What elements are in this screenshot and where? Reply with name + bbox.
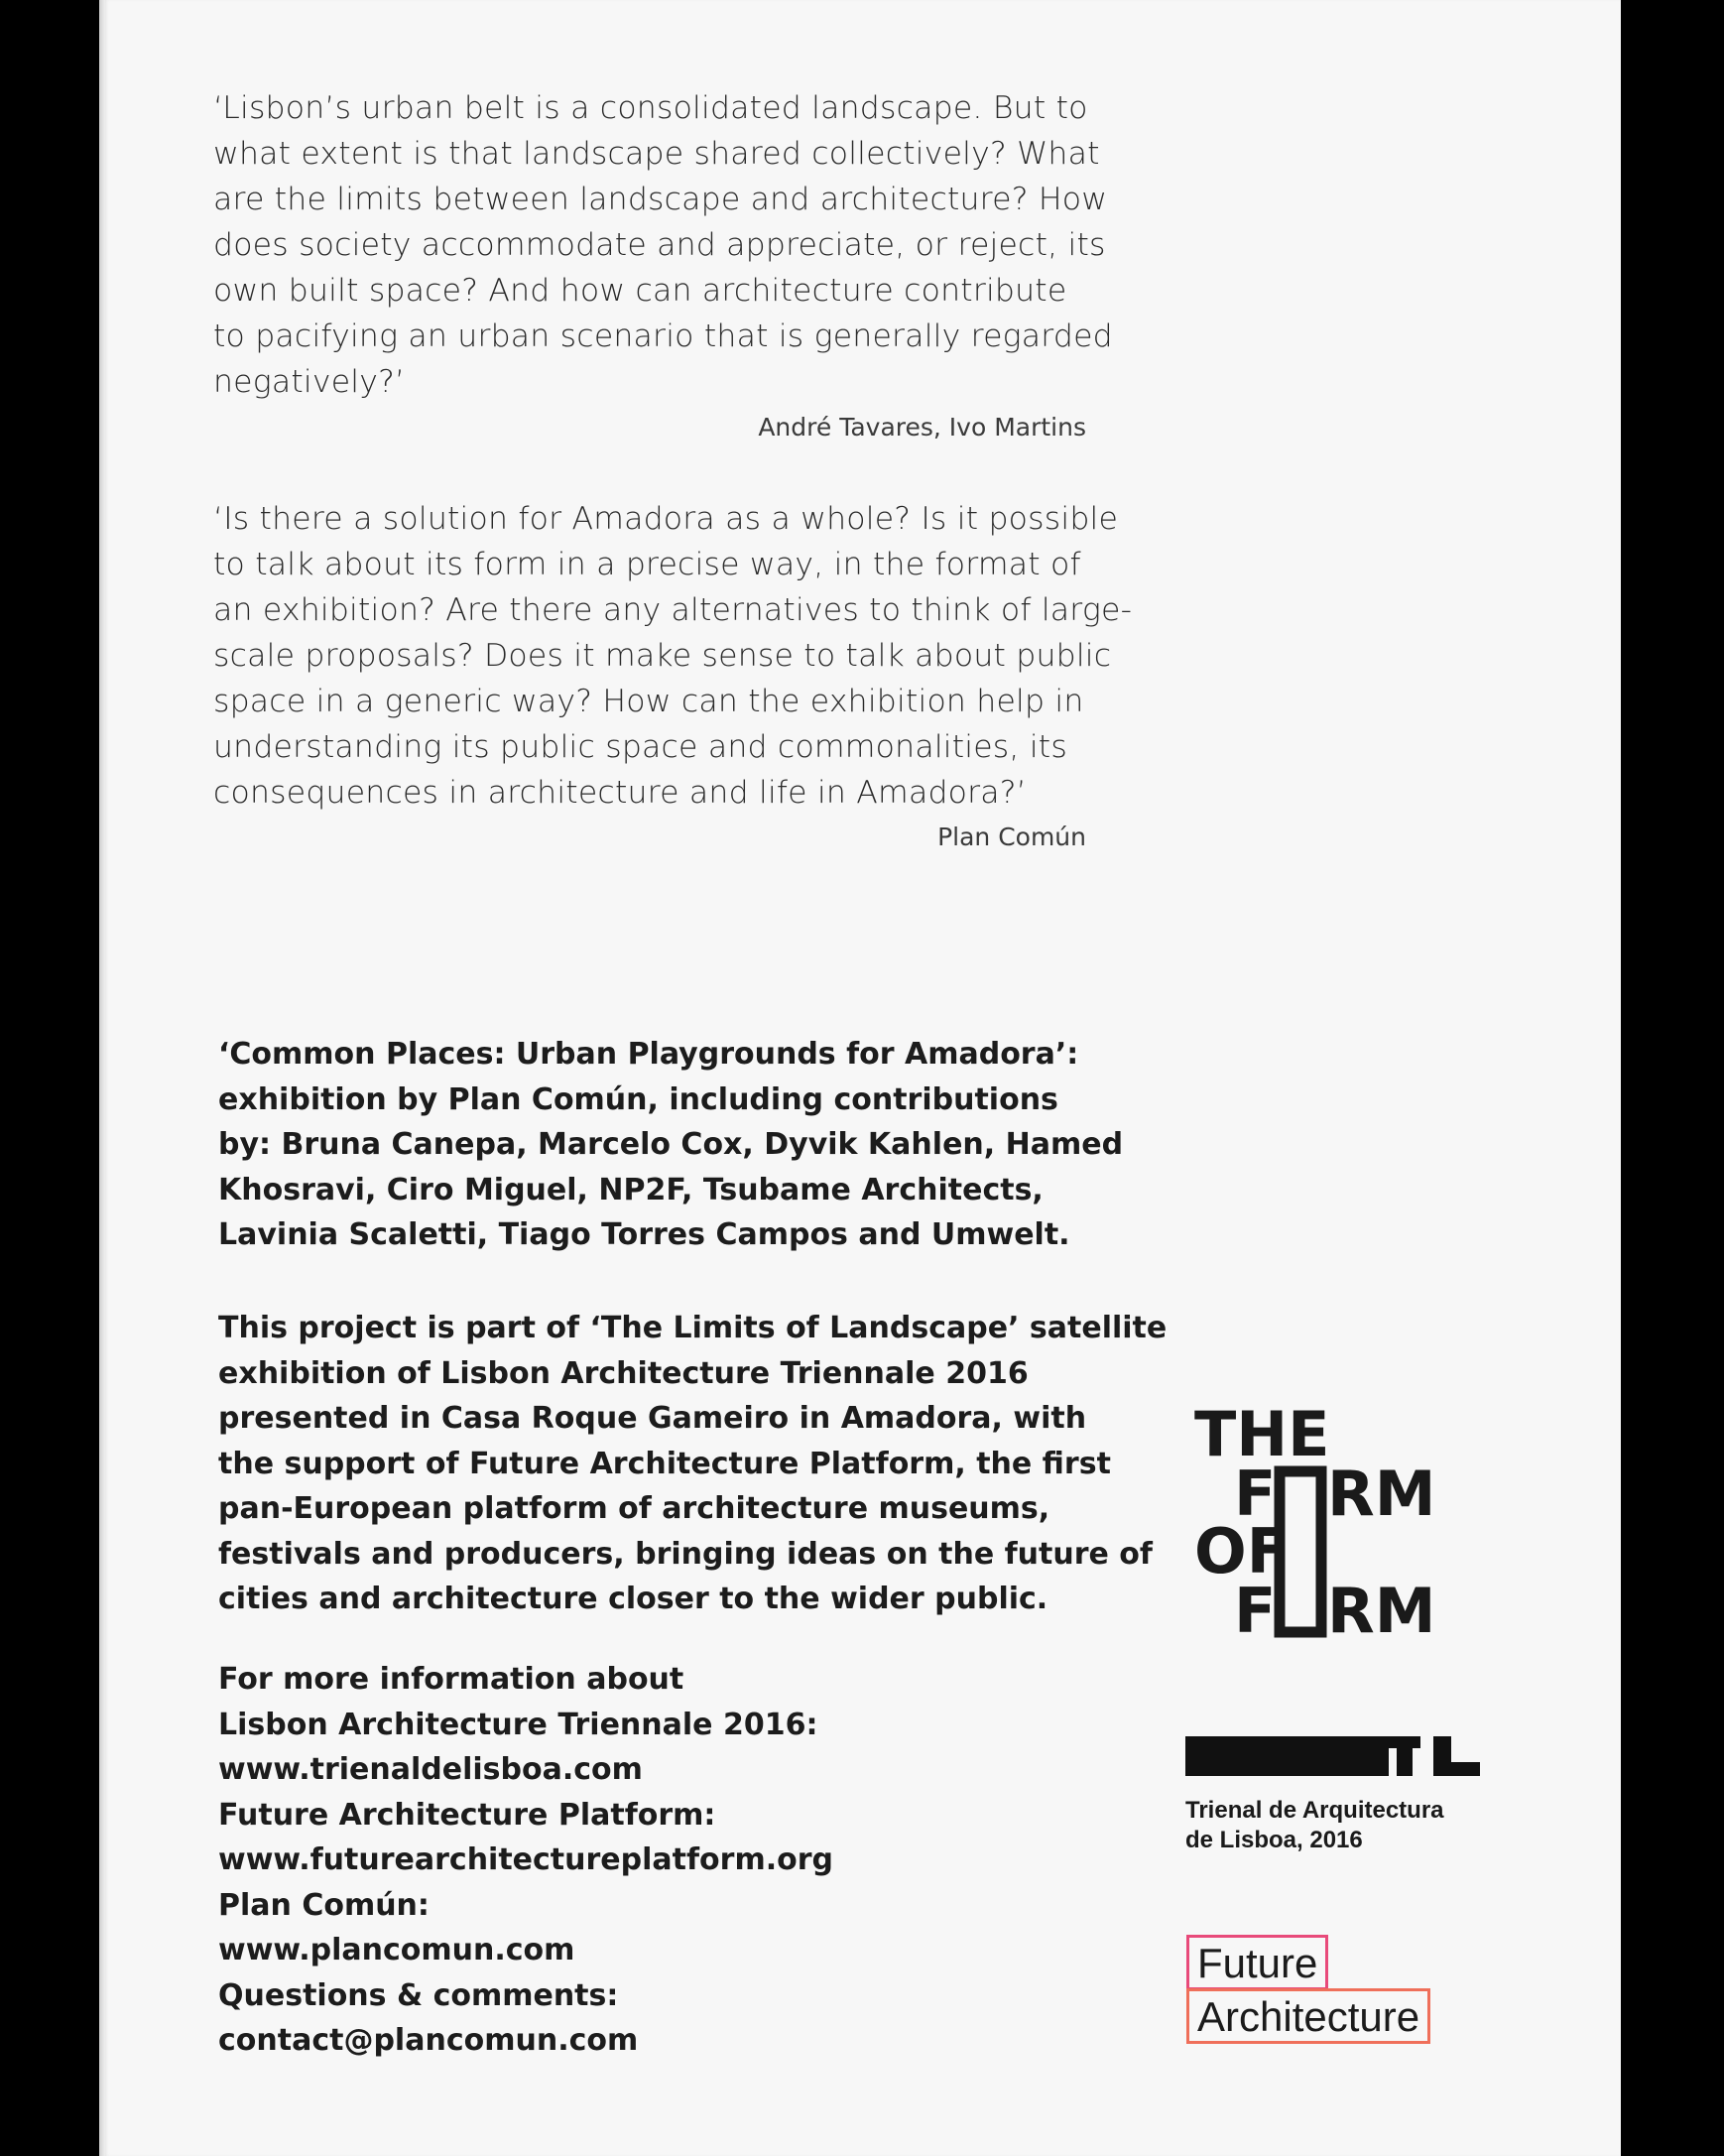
quote-line: ‘Lisbon’s urban belt is a consolidated landscape. But to: [213, 90, 1088, 126]
caption-line: Trienal de Arquitectura: [1185, 1797, 1444, 1824]
trienal-caption: [1185, 1796, 1444, 1855]
quote-line: understanding its public space and commonalities, its: [213, 729, 1067, 765]
text-line: This project is part of ‘The Limits of Landscape’ satellite: [218, 1311, 1168, 1345]
quote-line: to talk about its form in a precise way, in the format of: [213, 547, 1081, 582]
contact-email-link[interactable]: contact@plancomun.com: [218, 2023, 639, 2058]
quote-line: an exhibition? Are there any alternatives to think of large-: [213, 592, 1133, 628]
text-line: cities and architecture closer to the wider public.: [218, 1582, 1048, 1616]
project-description: [218, 1306, 1168, 1622]
logo-bar-shape: [1185, 1736, 1389, 1776]
info-label: Future Architecture Platform:: [218, 1797, 716, 1833]
info-label: Plan Común:: [218, 1887, 430, 1923]
quote-line: to pacifying an urban scenario that is generally regarded: [213, 318, 1113, 354]
text-line: festivals and producers, bringing ideas on the future of: [218, 1536, 1153, 1572]
logo-word-architecture: Architecture: [1186, 1988, 1430, 2044]
quote-line: consequences in architecture and life in Amadora?’: [213, 775, 1027, 811]
more-information: [218, 1657, 1111, 2064]
future-architecture-logo: [1186, 1935, 1484, 2049]
logo-text-f: F: [1234, 1575, 1277, 1647]
info-heading: For more information about: [218, 1662, 684, 1697]
quote-line: space in a generic way? How can the exhibition help in: [213, 684, 1084, 719]
info-label: Lisbon Architecture Triennale 2016:: [218, 1707, 818, 1742]
logo-text-the: THE: [1194, 1404, 1330, 1470]
logo-text-rm: RM: [1327, 1458, 1436, 1530]
logo-word-future: Future: [1186, 1935, 1328, 1990]
logo-text-of: OF: [1194, 1515, 1290, 1587]
text-line: the support of Future Architecture Platform, the first: [218, 1446, 1111, 1481]
text-line: Lavinia Scaletti, Tiago Torres Campos and Umwelt.: [218, 1217, 1070, 1252]
quote-tavares-martins: [213, 85, 1113, 405]
exhibition-credits: [218, 1032, 1124, 1258]
logo-l-foot-shape: [1433, 1762, 1480, 1776]
quote-line: own built space? And how can architecture contribute: [213, 273, 1067, 309]
triennale-link[interactable]: www.trienaldelisboa.com: [218, 1752, 643, 1787]
quote-line: does society accommodate and appreciate, or reject, its: [213, 227, 1106, 263]
quote-line: negatively?’: [213, 364, 406, 400]
caption-line: de Lisboa, 2016: [1185, 1827, 1363, 1853]
quote-line: ‘Is there a solution for Amadora as a whole? Is it possible: [213, 501, 1119, 537]
logo-text-f: F: [1234, 1458, 1277, 1530]
quote-line: scale proposals? Does it make sense to talk about public: [213, 638, 1112, 674]
logo-text-rm: RM: [1327, 1575, 1436, 1647]
quote-line: are the limits between landscape and architecture? How: [213, 182, 1108, 217]
quote-attribution: André Tavares, Ivo Martins: [758, 413, 1086, 442]
future-architecture-link[interactable]: www.futurearchitectureplatform.org: [218, 1842, 833, 1877]
text-line: exhibition of Lisbon Architecture Triennale 2016: [218, 1355, 1029, 1391]
quote-plan-comun: [213, 496, 1133, 816]
quote-attribution: Plan Común: [937, 823, 1086, 851]
text-line: presented in Casa Roque Gameiro in Amadora, with: [218, 1401, 1087, 1436]
plan-comun-link[interactable]: www.plancomun.com: [218, 1933, 575, 1967]
text-line: ‘Common Places: Urban Playgrounds for Amadora’:: [218, 1037, 1079, 1072]
text-line: pan-European platform of architecture museums,: [218, 1491, 1050, 1526]
the-form-of-form-logo: [1190, 1404, 1448, 1652]
text-line: exhibition by Plan Común, including contributions: [218, 1081, 1058, 1117]
page-edge: [99, 0, 105, 2156]
text-line: by: Bruna Canepa, Marcelo Cox, Dyvik Kahlen, Hamed: [218, 1127, 1124, 1162]
logo-t-stem-shape: [1397, 1736, 1413, 1776]
quote-line: what extent is that landscape shared collectively? What: [213, 136, 1100, 172]
info-label: Questions & comments:: [218, 1977, 619, 2013]
text-line: Khosravi, Ciro Miguel, NP2F, Tsubame Architects,: [218, 1172, 1044, 1207]
trienal-lisboa-logo: [1185, 1731, 1488, 1781]
